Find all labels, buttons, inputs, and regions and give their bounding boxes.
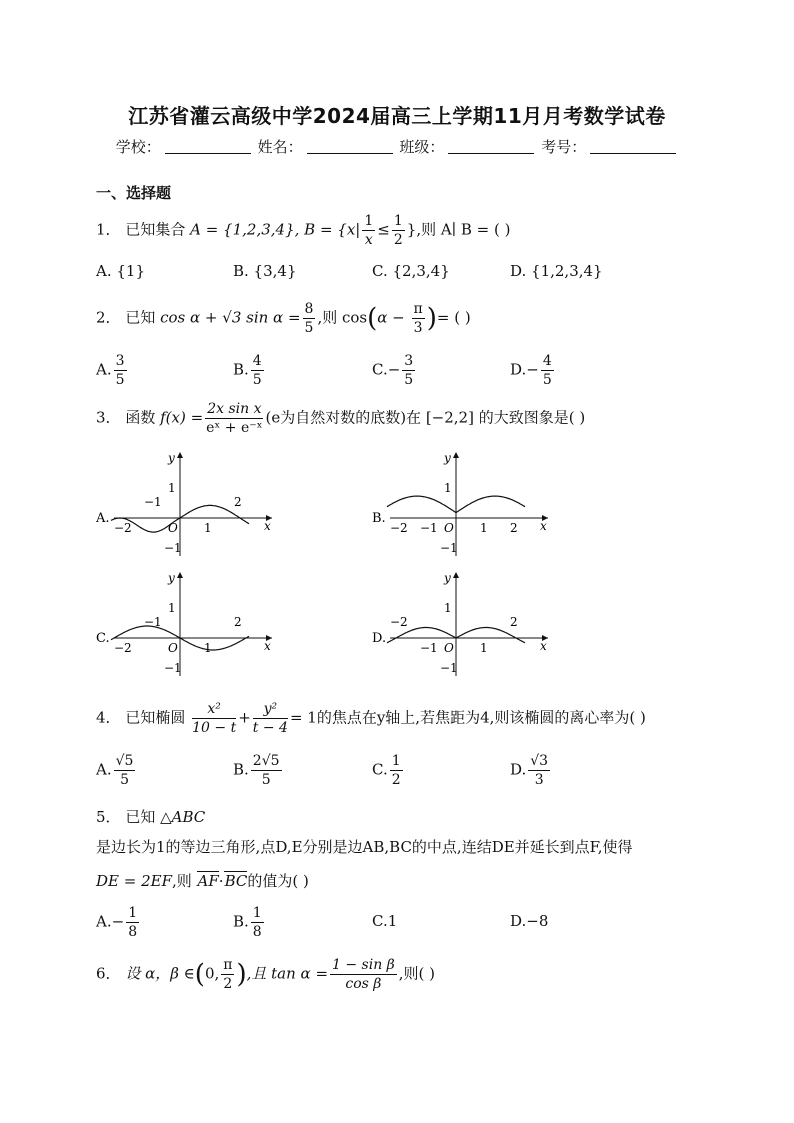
y-tick-label: 1 <box>168 481 176 495</box>
q1-option-b[interactable]: B. {3,4} <box>233 262 297 280</box>
x-tick-label: −2 <box>390 521 408 535</box>
q1-option-a[interactable]: A. {1} <box>96 262 145 280</box>
x-tick-label: 1 <box>480 521 488 535</box>
y-axis-label: y <box>168 451 175 465</box>
y-tick-label: −1 <box>164 661 182 675</box>
q5-then: ,则 <box>171 872 192 890</box>
q2-option-d[interactable]: D.− $\frac{4}{5}$ <box>510 353 552 388</box>
q4-option-d[interactable]: D. $\frac{√3}{3}$ <box>510 753 549 788</box>
q5-triangle: △ABC <box>160 808 206 826</box>
x-tick-label: −2 <box>114 641 132 655</box>
question-2: 2． 已知 cos α + √3 sin α = $\frac{8}{5}$ ,则 cos(α − $\frac{\pi}{3}$ )= ( ) <box>96 301 471 336</box>
name-label: 姓名： <box>257 138 303 156</box>
q1-frac-1: $\frac{1}{x}$ <box>364 213 374 248</box>
q6-interval-left: 0, <box>204 964 220 983</box>
x-tick-label: 1 <box>204 521 212 535</box>
q3-graph-c[interactable] <box>92 568 282 680</box>
q4-frac-1: $\frac{\text{x²}}{10 - t}$ <box>192 701 237 736</box>
name-blank[interactable] <box>307 139 393 154</box>
q2-option-c[interactable]: C.− $\frac{3}{5}$ <box>372 353 414 388</box>
y-tick-label: 1 <box>168 601 176 615</box>
x-tick-label: 2 <box>510 521 518 535</box>
x-tick-label: −2 <box>114 521 132 535</box>
q2-option-a[interactable]: A. $\frac{3}{5}$ <box>96 353 125 388</box>
q1-option-c[interactable]: C. {2,3,4} <box>372 262 450 280</box>
q5-option-c[interactable]: C.1 <box>372 912 398 930</box>
y-tick-label: −1 <box>440 661 458 675</box>
q4-option-a[interactable]: A. $\frac{√5}{5}$ <box>96 753 134 788</box>
q5-line-3 <box>96 870 309 891</box>
x-tick-label: O <box>168 521 178 535</box>
q2-number: 2． <box>96 308 121 327</box>
graph-option-label: D. <box>372 631 387 646</box>
school-label: 学校： <box>115 138 161 156</box>
x-tick-label: 2 <box>234 615 242 629</box>
q5-option-d[interactable]: D.−8 <box>510 912 549 930</box>
q4-lead: 已知椭圆 <box>125 708 186 727</box>
q3-lead: 函数 <box>125 408 156 427</box>
school-blank[interactable] <box>165 139 251 154</box>
q6-number: 6． <box>96 964 121 983</box>
q3-graph-d[interactable] <box>368 568 558 680</box>
q4-tail: = 1的焦点在y轴上,若焦距为4,则该椭圆的离心率为( ) <box>289 708 646 727</box>
question-4 <box>96 700 646 737</box>
question-5 <box>96 806 205 827</box>
q5-vector-bc: BC <box>224 872 248 890</box>
x-tick-label: −1 <box>420 641 438 655</box>
q4-option-b[interactable]: B. $\frac{2√5}{5}$ <box>233 753 280 788</box>
q2-ask-pre: ,则 cos <box>317 308 368 327</box>
y-axis-label: y <box>444 451 451 465</box>
y-axis-label: y <box>168 571 175 585</box>
exam-number-label: 考号： <box>541 138 587 156</box>
graph-option-label: A. <box>96 511 110 526</box>
q1-set-b-right: } <box>406 220 417 239</box>
q1-lead: 已知集合 <box>125 220 186 239</box>
question-6: 6． 设 α，β ∈(0, $\frac{\pi}{2}$ ),且 tan α = $\frac{\text{1 − sin β}}{\text{cos β}}$ ,则( ) <box>96 957 436 992</box>
q5-dot: · <box>218 872 224 890</box>
q5-number: 5． <box>96 808 121 826</box>
x-tick-label: O <box>444 521 454 535</box>
question-1 <box>96 212 510 249</box>
question-3 <box>96 400 585 437</box>
y-tick-label: 1 <box>444 481 452 495</box>
y-tick-label: −1 <box>164 541 182 555</box>
graph-option-label: B. <box>372 511 386 526</box>
q1-option-d[interactable]: D. {1,2,3,4} <box>510 262 603 280</box>
class-blank[interactable] <box>448 139 534 154</box>
x-axis-label: x <box>540 639 547 653</box>
q6-interval-frac: $\frac{\pi}{2}$ <box>223 957 233 992</box>
q6-mid: ,且 tan α = <box>246 964 329 983</box>
graph-option-label: C. <box>96 631 110 646</box>
q5-option-a[interactable]: A.− $\frac{1}{8}$ <box>96 905 138 940</box>
q4-number: 4． <box>96 708 121 727</box>
q2-frac: $\frac{8}{5}$ <box>304 301 314 336</box>
y-axis-arrow <box>177 572 183 578</box>
q4-plus: + <box>238 708 251 727</box>
x-tick-label: 2 <box>234 495 242 509</box>
q6-lead: 设 α，β ∈ <box>125 964 195 983</box>
q2-option-b[interactable]: B. $\frac{4}{5}$ <box>233 353 262 388</box>
q2-inner: α − <box>377 308 410 327</box>
q5-lead: 已知 <box>125 808 156 826</box>
x-axis-label: x <box>540 519 547 533</box>
exam-title: 江苏省灌云高级中学2024届高三上学期11月月考数学试卷 <box>128 104 666 128</box>
x-tick-label: O <box>168 641 178 655</box>
q5-option-b[interactable]: B. $\frac{1}{8}$ <box>233 905 262 940</box>
x-tick-label: O <box>444 641 454 655</box>
x-tick-label: 1 <box>480 641 488 655</box>
y-axis-arrow <box>177 452 183 458</box>
x-tick-label: 2 <box>510 615 518 629</box>
x-tick-label: 1 <box>204 641 212 655</box>
q3-frac: $\frac{\text{2x sin x}}{\text{eˣ + e⁻ˣ}}$ <box>206 401 263 436</box>
q4-option-c[interactable]: C. $\frac{1}{2}$ <box>372 753 401 788</box>
x-tick-label: −1 <box>420 521 438 535</box>
q3-number: 3． <box>96 408 121 427</box>
q3-fx: f(x) = <box>160 408 204 427</box>
q5-condition: DE = 2EF <box>96 872 172 890</box>
q1-number: 1． <box>96 220 121 239</box>
q1-frac-2: $\frac{1}{2}$ <box>393 213 403 248</box>
q2-ask-post: = ( ) <box>436 308 471 327</box>
q1-ask: ,则 A∣ B = ( ) <box>416 220 511 239</box>
q6-tail: ,则( ) <box>398 964 436 983</box>
y-tick-label: 1 <box>444 601 452 615</box>
x-axis-label: x <box>264 639 271 653</box>
y-axis-arrow <box>453 572 459 578</box>
y-axis-arrow <box>453 452 459 458</box>
q3-tail: (e为自然对数的底数)在 [−2,2] 的大致图象是( ) <box>265 408 586 427</box>
q1-set-b-left: , B = {x| <box>294 220 361 239</box>
q3-graph-b[interactable] <box>368 448 558 560</box>
q2-pi-frac: $\frac{\pi}{3}$ <box>413 301 423 336</box>
y-tick-label: −1 <box>440 541 458 555</box>
q5-vector-af: AF <box>197 872 219 890</box>
q2-expr: cos α + √3 sin α = <box>160 308 301 327</box>
q5-line-2: 是边长为1的等边三角形,点D,E分别是边AB,BC的中点,连结DE并延长到点F,使得 <box>96 838 633 856</box>
q6-frac: $\frac{\text{1 − sin β}}{\text{cos β}}$ <box>332 957 395 992</box>
q1-set-a: A = {1,2,3,4} <box>190 220 295 239</box>
x-tick-label: −2 <box>390 615 408 629</box>
q3-graph-a[interactable] <box>92 448 282 560</box>
q2-lead: 已知 <box>125 308 156 327</box>
exam-number-blank[interactable] <box>590 139 676 154</box>
x-axis-label: x <box>264 519 271 533</box>
x-tick-label: −1 <box>144 615 162 629</box>
student-info-line <box>0 136 794 157</box>
class-label: 班级： <box>399 138 445 156</box>
q4-frac-2: $\frac{\text{y²}}{t - 4}$ <box>252 701 288 736</box>
section-heading: 一、选择题 <box>96 184 172 202</box>
q5-ask: 的值为( ) <box>247 872 309 890</box>
y-axis-label: y <box>444 571 451 585</box>
x-tick-label: −1 <box>144 495 162 509</box>
q1-le: ≤ <box>377 220 390 239</box>
